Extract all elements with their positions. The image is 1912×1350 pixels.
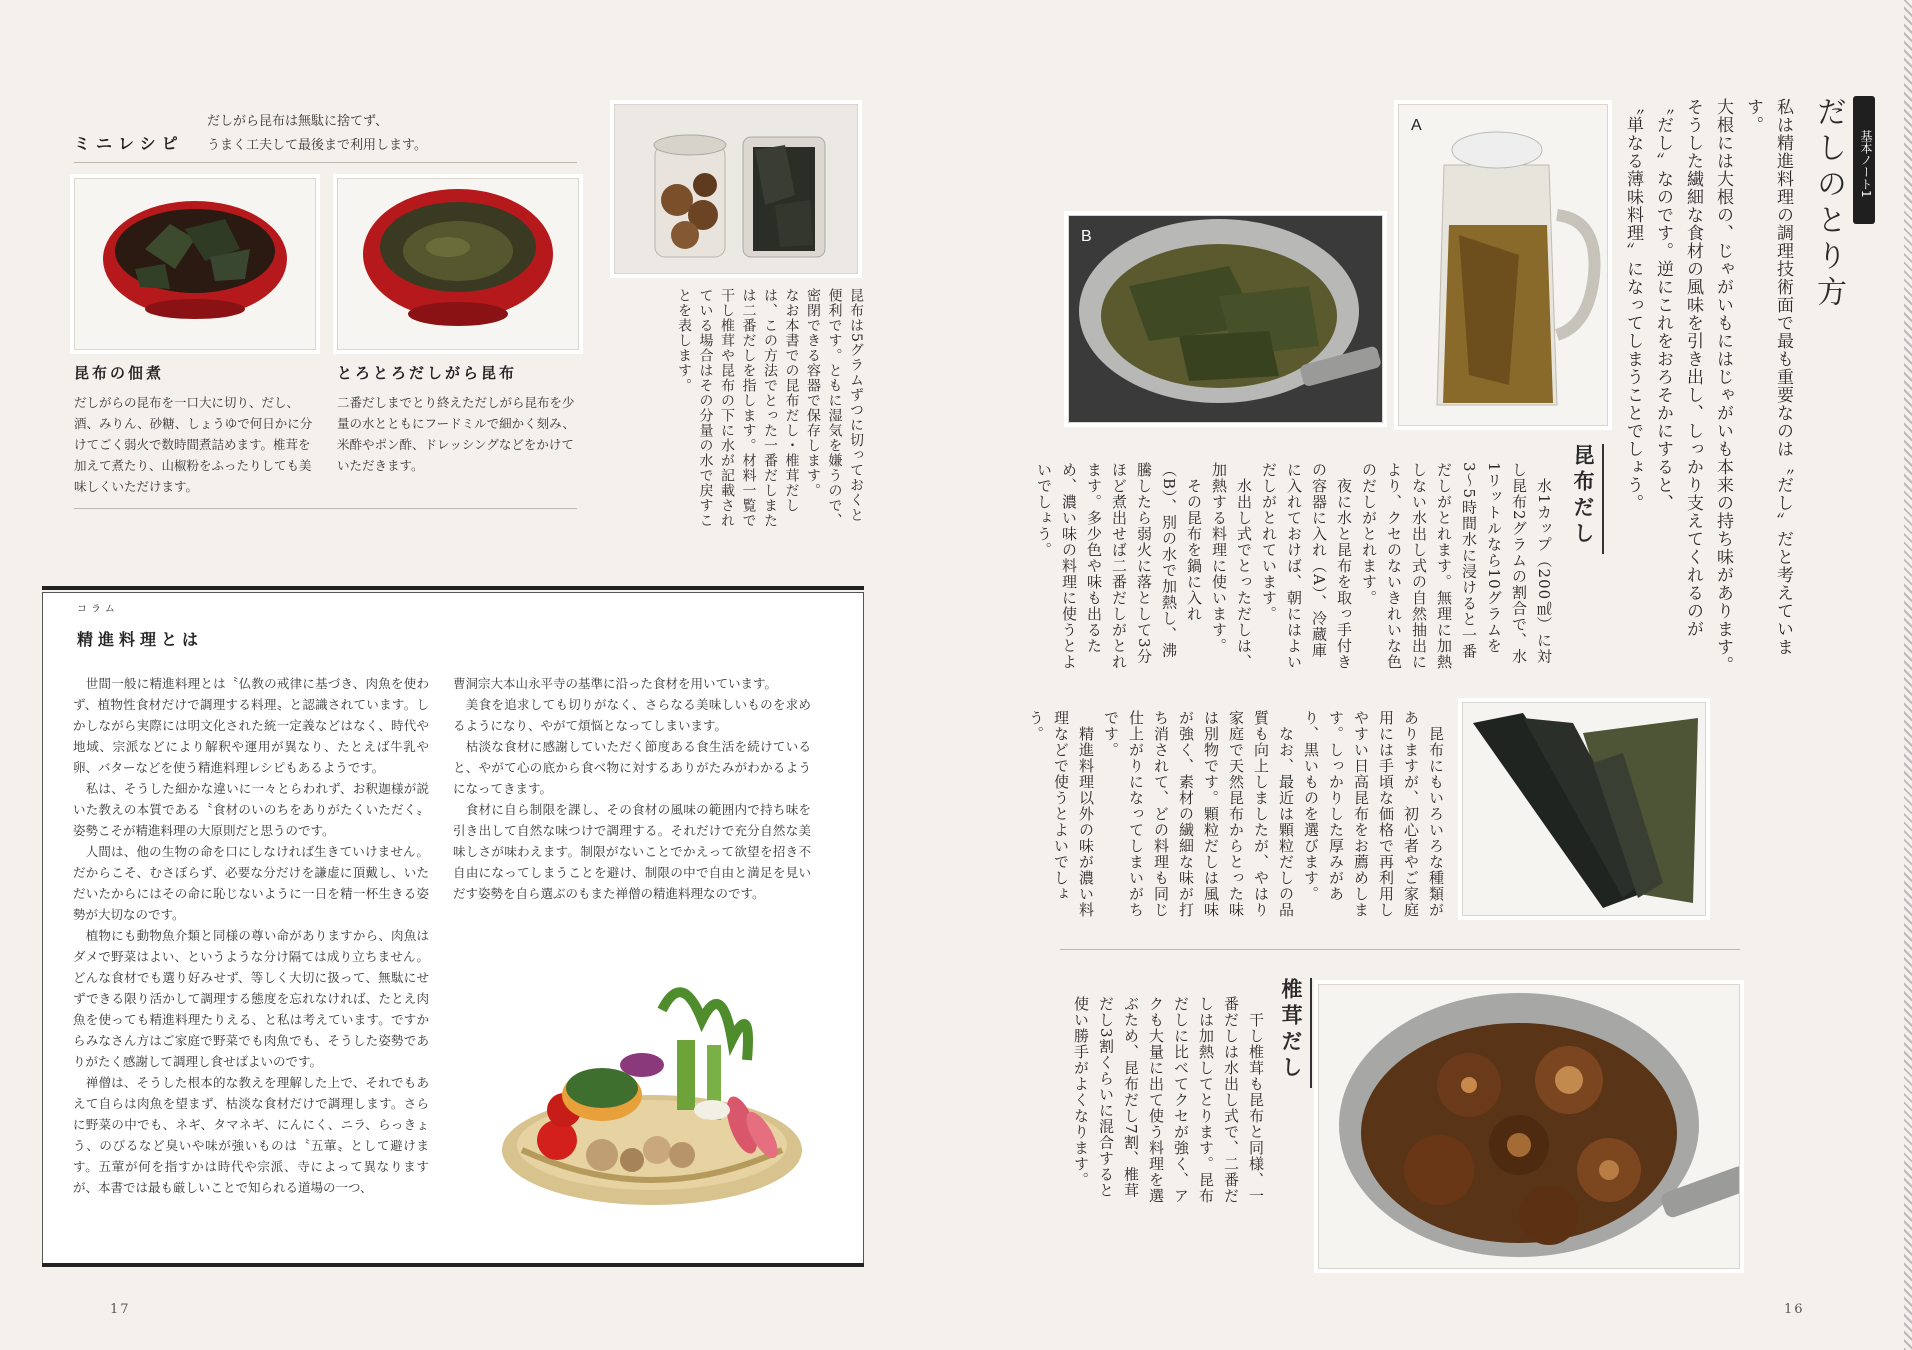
page-number: 17 [110,1302,131,1317]
kombu-pot-photo [1068,215,1383,423]
photo-label-a: A [1411,117,1422,134]
divider [74,162,577,163]
recipe-title: とろとろだしがら昆布 [337,364,518,382]
column-kicker: コラム [77,604,119,615]
mini-recipe-intro: だしがら昆布は無駄に捨てず、 うまく工夫して最後まで利用します。 [207,114,427,153]
kombu-dashi-body-upper: 水1カップ（200㎖）に対し昆布2グラムの割合で、水1リットルなら10グラムを3〜5時間水に浸けると一番だしがとれます。無理に加熱しない水出し式の自然抽出により、クセのないきれいな色のだしがとれます。 夜に水と昆布を取っ手付きの容器に入れ（A）、冷蔵庫に入れておけば、朝にはよいだしがとれています。 水出し式でとっただしは、加熱する料理に使います。 その昆布を鍋に入れ（B）、別の水で加熱し、沸騰したら弱火に落として3分ほど煮出せば二番だしがとれます。多少色や味も出るため、濃い味の料理に使うとよいでしょう。 [1035,462,1553,670]
torotoro-kombu-photo [337,178,579,350]
intro-text: 私は精進料理の調理技術面で最も重要なのは〝だし〟だと考えています。 大根には大根の、じゃがいもにはじゃがいも本来の持ち味があります。 そうした繊細な食材の風味を引き出し、しっかり支えてくれるのが 〝だし〟なのです。逆にこれをおろそかにすると、 〝単なる薄味料理〟になってしまうことでしょう。 [1623,98,1793,674]
recipe-title: 昆布の佃煮 [74,364,165,382]
page-title: だしのとり方 [1811,96,1846,312]
shiitake-pot-photo [1318,984,1740,1269]
kombu-tsukudani-photo [74,178,316,350]
section-tab: 基本ノート1 [1853,96,1875,224]
column-text-2: 曹洞宗大本山永平寺の基準に沿った食材を用いています。 美食を追求しても切りがなく、さらなる美味しいものを求めるようになり、やがて煩悩となってしまいます。 枯淡な食材に感謝していただく節度ある食生活を続けていると、やがて心の底から食べ物に対するありがたみがわかるようになってきます。 食材に自ら制限を課し、その食材の風味の範囲内で持ち味を引き出して自然な味つけで調理する。それだけで充分自然な美味しさが味わえます。制限がないことでかえって欲望を招き不自由になってしまうことを避け、制限の中で自由と満足を見いだす姿勢を自ら選ぶのもまた禅僧の精進料理なのです。 [453,676,811,901]
column-box [42,592,864,1264]
photo-label-b: B [1081,228,1092,245]
column-title: 精進料理とは [77,630,204,649]
column-text-1: 世間一般に精進料理とは〝仏教の戒律に基づき、肉魚を使わず、植物性食材だけで調理する料理〟と認識されています。しかしながら実際には明文化された統一定義などはなく、時代や地域、宗派などにより解釈や運用が異なり、たとえば牛乳や卵、バターなどを使う精進料理レシピもあるようです。 私は、そうした細かな違いに一々とらわれず、お釈迦様が説いた教えの本質である〝食材のいのちをありがたくいただく〟姿勢こそが精進料理の大原則だと思うのです。 人間は、他の生物の命を口にしなければ生きていけません。だからこそ、むさぼらず、必要な分だけを謙虚に頂戴し、いただいたからにはその命に恥じないように一日を精一杯生きる姿勢が大切なのです。 植物にも動物魚介類と同様の尊い命がありますから、肉魚はダメで野菜はよい、というような分け隔ては成り立ちません。どんな食材でも選り好みせず、等しく大切に扱って、無駄にせずできる限り活かして調理する態度を忘れなければ、たとえ肉魚を使っても精進料理たりえる、と私は考えています。ですからみなさん方はご家庭で野菜でも肉魚でも、そうした姿勢でありがたく感謝して調理し食せばよいのです。 禅僧は、そうした根本的な教えを理解した上で、それでもあえて自らは肉魚を望まず、枯淡な食材だけで調理します。さらに野菜の中でも、ネギ、タマネギ、にんにく、ニラ、らっきょう、のびるなど臭いや味が強いものは〝五葷〟として避けます。五葷が何を指すかは時代や宗派、寺によって異なりますが、本書では最も厳しいことで知られる道場の一つ、 [73,676,429,1195]
vegetable-basket-photo [452,950,840,1225]
column-bottom-rule [42,1263,864,1267]
cold-brew-jug-photo [1398,104,1608,426]
page-number: 16 [1784,1302,1805,1317]
shiitake-dashi-body: 干し椎茸も昆布と同様、一番だしは水出し式で、二番だしは加熱してとります。昆布だしに比べてクセが強く、アクも大量に出て使う料理を選ぶため、昆布だし7割、椎茸だし3割くらいに混合すると使い勝手がよくなります。 [1072,996,1265,1204]
dried-kombu-photo [1462,702,1706,916]
recipe-body: だしがらの昆布を一口大に切り、だし、酒、みりん、砂糖、しょうゆで何日かに分けてごく弱火で数時間煮詰めます。椎茸を加えて煮たり、山椒粉をふったりしても美味しくいただけます。 [74,395,313,494]
kombu-dashi-body-lower: 昆布にもいろいろな種類がありますが、初心者やご家庭用には手頃な価格で再利用しやすい日高昆布をお薦めします。しっかりした厚みがあり、黒いものを選びます。 なお、最近は顆粒だしの品質も向上しましたが、やはり家庭で天然昆布からとった味は別物です。顆粒だしは風味が強く、素材の繊細な味が打ち消されて、どの料理も同じ仕上がりになってしまいがちです。 精進料理以外の味が濃い料理などで使うとよいでしょう。 [1027,710,1445,918]
divider [1060,949,1740,950]
page-edge-decoration [1904,0,1912,1350]
divider [74,508,577,509]
mini-recipe-label: ミニレシピ [74,134,184,153]
column-top-rule [42,586,864,590]
storage-note: 昆布は5グラムずつに切っておくと便利です。ともに湿気を嫌うので、密閉できる容器で保存します。 なお本書での昆布だし・椎茸だしは、この方法でとった一番だしまたは二番だしを指します。材料一覧で干し椎茸や昆布の下に水が記載されている場合はその分量の水で戻すことを表します。 [676,288,864,528]
recipe-body: 二番だしまでとり終えただしがら昆布を少量の水とともにフードミルで細かく刻み、米酢やポン酢、ドレッシングなどをかけていただきます。 [337,395,575,473]
kombu-dashi-heading: 昆布だし [1568,444,1604,554]
shiitake-dashi-heading: 椎茸だし [1276,978,1312,1088]
storage-jars-photo [614,104,858,274]
